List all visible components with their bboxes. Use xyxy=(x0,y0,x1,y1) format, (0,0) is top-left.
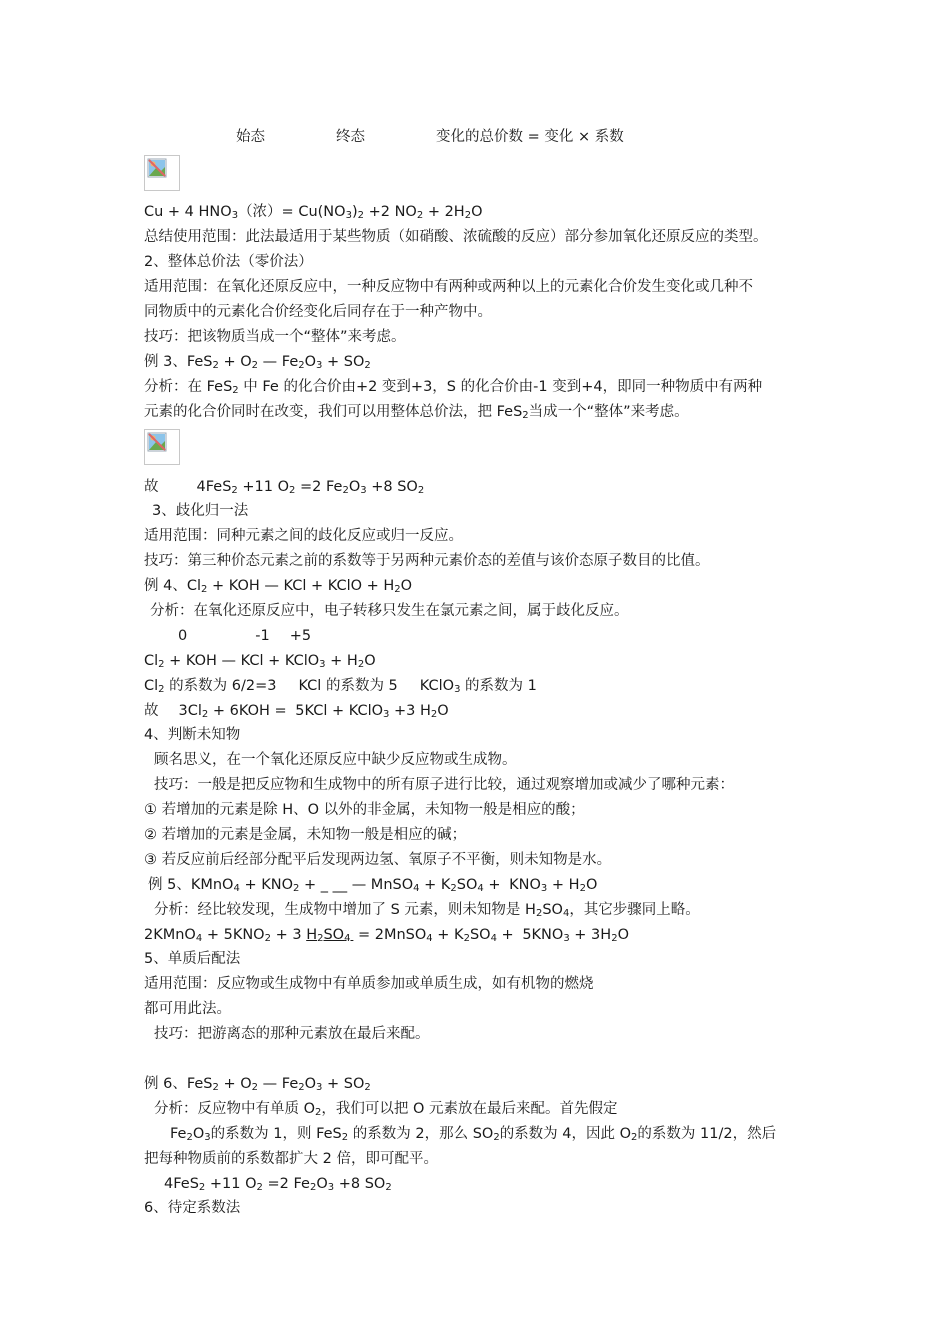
tip-text-5: 技巧：把游离态的那种元素放在最后来配。 xyxy=(154,1026,430,1042)
section-heading-2: 2、整体总价法（零价法） xyxy=(144,254,313,270)
broken-image-icon xyxy=(144,155,180,191)
valence-labels: 0 -1 +5 xyxy=(178,628,312,644)
equation-cl2-koh: $Cl_2$ + KOH — KCl + KClO$_3$ + $H_2O$ xyxy=(144,653,376,670)
analysis-6-conclusion: 把每种物质前的系数都扩大 2 倍，即可配平。 xyxy=(144,1151,438,1167)
tip-text: 技巧：把该物质当成一个“整体”来考虑。 xyxy=(144,329,406,345)
coefficients-line: $Cl_2$ 的系数为 6/2=3 KCl 的系数为 5 KClO$_3$ 的系数为 1 xyxy=(144,678,537,695)
scope-text-continued: 同物质中的元素化合价经变化后同存在于一种产物中。 xyxy=(144,304,492,320)
intro-text-4: 顾名思义，在一个氧化还原反应中缺少反应物或生成物。 xyxy=(154,752,517,768)
rule-3: ③ 若反应前后经部分配平后发现两边氢、氧原子不平衡，则未知物是水。 xyxy=(144,852,612,868)
section-heading-3: 3、歧化归一法 xyxy=(152,503,249,519)
scope-text-5-continued: 都可用此法。 xyxy=(144,1001,231,1017)
result-equation-5: 2KMnO$_4$ + $5KNO_2 + 3$ $H_2SO_4$ = 2MnSO$_4$ + $K_2SO_4 + 5KNO_3 + 3H_2O$ xyxy=(144,927,629,944)
example-4: 例 4、$Cl_2$ + KOH — KCl + KClO + $H_2O$ xyxy=(144,578,413,595)
analysis-3-continued: 元素的化合价同时在改变，我们可以用整体总价法，把 FeS$_2$当成一个“整体”来考虑。 xyxy=(144,404,689,421)
analysis-4: 分析：在氧化还原反应中，电子转移只发生在氯元素之间，属于歧化反应。 xyxy=(150,603,629,619)
example-6: 例 6、$FeS_2 + O_2$ — $Fe_2O_3 + SO_2$ xyxy=(144,1076,371,1093)
scope-text-3: 适用范围：同种元素之间的歧化反应或归一反应。 xyxy=(144,528,463,544)
scope-text: 适用范围：在氧化还原反应中，一种反应物中有两种或两种以上的元素化合价发生变化或几种不 xyxy=(144,279,753,295)
section-heading-5: 5、单质后配法 xyxy=(144,951,241,967)
analysis-6: 分析：反应物中有单质 $O_2$，我们可以把 O 元素放在最后来配。首先假定 xyxy=(154,1101,618,1118)
analysis-6-continued: $Fe_2O_3$的系数为 1，则 FeS$_2$ 的系数为 2，那么 $SO_2$的系数为 4，因此 $O_2$的系数为 11/2，然后 xyxy=(170,1126,777,1143)
result-equation-6: 4FeS$_2$ +11 $O_2 =2$ $Fe_2O_3 +8$ $SO_2$ xyxy=(164,1176,392,1193)
analysis-5: 分析：经比较发现，生成物中增加了 S 元素，则未知物是 $H_2SO_4$，其它步骤同上略。 xyxy=(154,902,700,919)
scope-text-5: 适用范围：反应物或生成物中有单质参加或单质生成，如有机物的燃烧 xyxy=(144,976,594,992)
summary-text: 总结使用范围：此法最适用于某些物质（如硝酸、浓硫酸的反应）部分参加氧化还原反应的类型。 xyxy=(144,229,768,245)
equation-cu-hno3: Cu + 4 $HNO_3$（浓）= $Cu(NO_3)_2 +2$ $NO_2 + 2H_2O$ xyxy=(144,204,483,221)
tip-text-3: 技巧：第三种价态元素之前的系数等于另两种元素价态的差值与该价态原子数目的比值。 xyxy=(144,553,710,569)
example-5: 例 5、KMnO$_4$ + $KNO_2$ + _ __ — MnSO$_4$ + $K_2SO_4 + KNO_3 + H_2O$ xyxy=(148,877,598,894)
result-equation-3: 故 4FeS$_2$ +11 $O_2 =2$ $Fe_2O_3 +8$ $SO_2$ xyxy=(144,479,425,496)
section-heading-6: 6、待定系数法 xyxy=(144,1200,241,1216)
rule-2: ② 若增加的元素是金属，未知物一般是相应的碱； xyxy=(144,827,467,843)
section-heading-4: 4、判断未知物 xyxy=(144,727,241,743)
example-3: 例 3、$FeS_2 + O_2$ — $Fe_2O_3 + SO_2$ xyxy=(144,354,371,371)
header-final-state: 终态 xyxy=(336,129,365,145)
header-initial-state: 始态 xyxy=(236,129,265,145)
analysis-3: 分析：在 FeS$_2$ 中 Fe 的化合价由+2 变到+3，S 的化合价由-1 变到+4，即同一种物质中有两种 xyxy=(144,379,763,396)
rule-1: ① 若增加的元素是除 H、O 以外的非金属，未知物一般是相应的酸； xyxy=(144,802,585,818)
result-equation-4: 故 $3Cl_2 + 6KOH = 5KCl$ + KClO$_3$ +3 $H_2O$ xyxy=(144,703,449,720)
broken-image-icon xyxy=(144,429,180,465)
tip-text-4: 技巧：一般是把反应物和生成物中的所有原子进行比较，通过观察增加或减少了哪种元素： xyxy=(154,777,734,793)
header-total-valence-change: 变化的总价数 = 变化 × 系数 xyxy=(436,129,624,145)
